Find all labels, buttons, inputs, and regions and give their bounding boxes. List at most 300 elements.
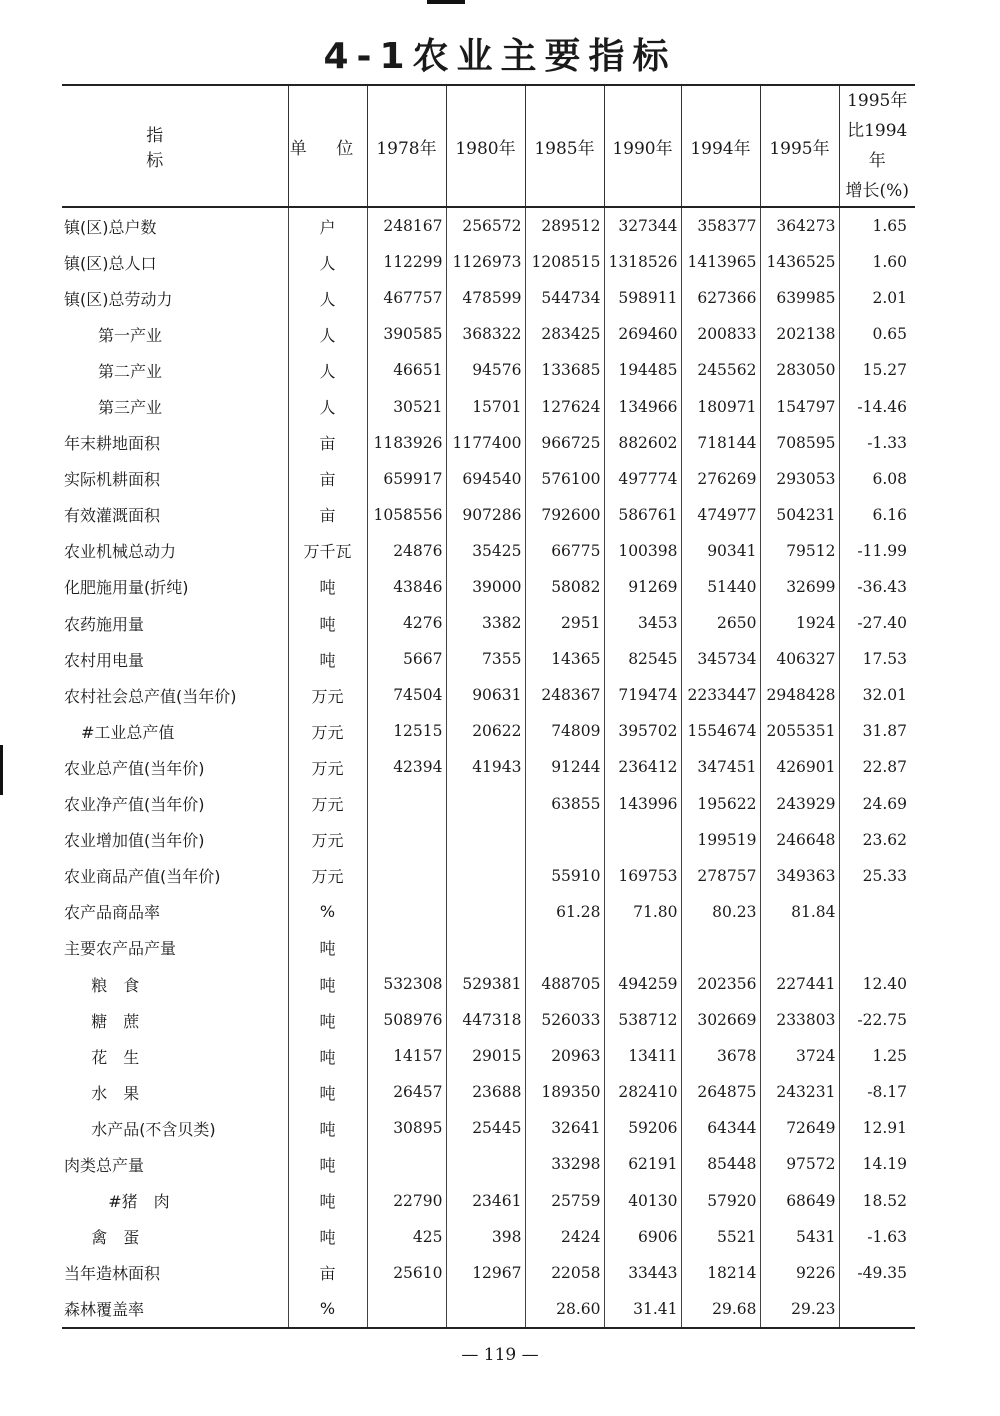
value-cell: 289512 — [525, 207, 604, 244]
table-row — [62, 641, 915, 677]
indicator-unit: 吨 — [288, 1219, 367, 1255]
value-cell: 264875 — [681, 1074, 760, 1110]
change-cell — [839, 930, 915, 966]
value-cell: 269460 — [604, 316, 681, 352]
value-cell: 26457 — [367, 1074, 446, 1110]
value-cell: 7355 — [446, 641, 525, 677]
value-cell: 504231 — [760, 497, 839, 533]
indicator-unit: 亩 — [288, 497, 367, 533]
change-cell: -8.17 — [839, 1074, 915, 1110]
indicator-unit: 吨 — [288, 1002, 367, 1038]
header-unit — [288, 85, 367, 207]
value-cell: 1318526 — [604, 244, 681, 280]
indicator-name: 糖 蔗 — [91, 1011, 140, 1031]
indicator-name: 农业增加值(当年价) — [64, 831, 205, 851]
value-cell — [367, 930, 446, 966]
value-cell: 639985 — [760, 280, 839, 316]
value-cell: 22058 — [525, 1255, 604, 1291]
table-row — [62, 858, 915, 894]
value-cell: 2424 — [525, 1219, 604, 1255]
value-cell: 966725 — [525, 425, 604, 461]
value-cell: 154797 — [760, 388, 839, 424]
indicator-name: #猪 肉 — [108, 1192, 170, 1212]
header-indicator — [62, 85, 318, 207]
indicator-unit: 吨 — [288, 966, 367, 1002]
value-cell: 199519 — [681, 822, 760, 858]
value-cell: 85448 — [681, 1146, 760, 1182]
value-cell: 398 — [446, 1219, 525, 1255]
value-cell: 29.68 — [681, 1291, 760, 1328]
value-cell: 497774 — [604, 461, 681, 497]
value-cell — [367, 1146, 446, 1182]
table-row — [62, 461, 915, 497]
value-cell: 5667 — [367, 641, 446, 677]
value-cell: 243929 — [760, 786, 839, 822]
indicator-unit: 吨 — [288, 1038, 367, 1074]
table-row — [62, 677, 915, 713]
indicator-unit: % — [288, 1291, 367, 1328]
value-cell: 40130 — [604, 1183, 681, 1219]
value-cell: 127624 — [525, 388, 604, 424]
change-cell: 1.65 — [839, 207, 915, 244]
value-cell: 200833 — [681, 316, 760, 352]
change-cell: 25.33 — [839, 858, 915, 894]
value-cell: 345734 — [681, 641, 760, 677]
table-row — [62, 533, 915, 569]
value-cell: 233803 — [760, 1002, 839, 1038]
table-row — [62, 713, 915, 749]
indicator-unit: 万元 — [288, 749, 367, 785]
value-cell: 2650 — [681, 605, 760, 641]
value-cell — [367, 786, 446, 822]
header-year-1994: 1994年 — [681, 85, 760, 207]
indicator-name: 实际机耕面积 — [64, 470, 161, 490]
value-cell: 15701 — [446, 388, 525, 424]
value-cell: 68649 — [760, 1183, 839, 1219]
value-cell: 13411 — [604, 1038, 681, 1074]
indicator-name: 有效灌溉面积 — [64, 506, 161, 526]
value-cell: 100398 — [604, 533, 681, 569]
change-cell: -49.35 — [839, 1255, 915, 1291]
value-cell: 9226 — [760, 1255, 839, 1291]
table-row — [62, 352, 915, 388]
value-cell: 467757 — [367, 280, 446, 316]
change-cell: -36.43 — [839, 569, 915, 605]
table-row — [62, 1074, 915, 1110]
value-cell: 20622 — [446, 713, 525, 749]
value-cell: 134966 — [604, 388, 681, 424]
change-cell: -27.40 — [839, 605, 915, 641]
change-cell: -11.99 — [839, 533, 915, 569]
value-cell: 59206 — [604, 1110, 681, 1146]
value-cell: 61.28 — [525, 894, 604, 930]
indicator-unit: 人 — [288, 388, 367, 424]
value-cell: 97572 — [760, 1146, 839, 1182]
value-cell: 278757 — [681, 858, 760, 894]
value-cell: 91244 — [525, 749, 604, 785]
indicator-name: 禽 蛋 — [91, 1228, 140, 1248]
indicator-name: 当年造林面积 — [64, 1264, 161, 1284]
value-cell: 33443 — [604, 1255, 681, 1291]
value-cell: 31.41 — [604, 1291, 681, 1328]
value-cell: 189350 — [525, 1074, 604, 1110]
value-cell: 23688 — [446, 1074, 525, 1110]
header-year-1985: 1985年 — [525, 85, 604, 207]
value-cell — [525, 930, 604, 966]
value-cell: 29.23 — [760, 1291, 839, 1328]
change-cell: -22.75 — [839, 1002, 915, 1038]
value-cell: 14157 — [367, 1038, 446, 1074]
value-cell: 248367 — [525, 677, 604, 713]
value-cell: 32641 — [525, 1110, 604, 1146]
change-cell: 2.01 — [839, 280, 915, 316]
value-cell: 349363 — [760, 858, 839, 894]
agriculture-indicator-table — [62, 84, 915, 1329]
indicator-name: 农业机械总动力 — [64, 542, 177, 562]
value-cell: 28.60 — [525, 1291, 604, 1328]
value-cell: 82545 — [604, 641, 681, 677]
value-cell: 71.80 — [604, 894, 681, 930]
table-row — [62, 1255, 915, 1291]
change-cell: 15.27 — [839, 352, 915, 388]
value-cell: 5431 — [760, 1219, 839, 1255]
change-cell: 6.16 — [839, 497, 915, 533]
value-cell: 488705 — [525, 966, 604, 1002]
table-row — [62, 425, 915, 461]
indicator-unit: 人 — [288, 352, 367, 388]
value-cell: 302669 — [681, 1002, 760, 1038]
value-cell: 243231 — [760, 1074, 839, 1110]
value-cell: 347451 — [681, 749, 760, 785]
indicator-unit: 吨 — [288, 1110, 367, 1146]
value-cell: 42394 — [367, 749, 446, 785]
value-cell — [760, 930, 839, 966]
indicator-name: 年末耕地面积 — [64, 434, 161, 454]
value-cell: 195622 — [681, 786, 760, 822]
value-cell: 2948428 — [760, 677, 839, 713]
indicator-unit: 吨 — [288, 569, 367, 605]
value-cell — [367, 858, 446, 894]
indicator-name: 农药施用量 — [64, 614, 145, 634]
value-cell — [446, 786, 525, 822]
value-cell: 627366 — [681, 280, 760, 316]
table-row — [62, 316, 915, 352]
value-cell: 1554674 — [681, 713, 760, 749]
value-cell: 426901 — [760, 749, 839, 785]
table-row — [62, 1183, 915, 1219]
table-row — [62, 894, 915, 930]
indicator-unit: 人 — [288, 316, 367, 352]
header-unit-label: 单 位 — [289, 138, 366, 159]
value-cell: 43846 — [367, 569, 446, 605]
value-cell: 64344 — [681, 1110, 760, 1146]
indicator-unit: 亩 — [288, 425, 367, 461]
indicator-name: 水产品(不含贝类) — [91, 1119, 216, 1139]
value-cell: 390585 — [367, 316, 446, 352]
value-cell: 526033 — [525, 1002, 604, 1038]
indicator-unit: 吨 — [288, 605, 367, 641]
indicator-name: 农产品商品率 — [64, 903, 161, 923]
value-cell: 63855 — [525, 786, 604, 822]
value-cell: 425 — [367, 1219, 446, 1255]
value-cell: 694540 — [446, 461, 525, 497]
value-cell: 447318 — [446, 1002, 525, 1038]
value-cell: 882602 — [604, 425, 681, 461]
value-cell: 202356 — [681, 966, 760, 1002]
indicator-unit: 万元 — [288, 822, 367, 858]
value-cell: 2055351 — [760, 713, 839, 749]
value-cell — [367, 822, 446, 858]
value-cell: 1413965 — [681, 244, 760, 280]
value-cell: 246648 — [760, 822, 839, 858]
value-cell: 12515 — [367, 713, 446, 749]
indicator-unit: 吨 — [288, 1146, 367, 1182]
table-row — [62, 1110, 915, 1146]
value-cell: 598911 — [604, 280, 681, 316]
indicator-name: #工业总产值 — [81, 722, 175, 742]
change-cell: 18.52 — [839, 1183, 915, 1219]
table-row — [62, 605, 915, 641]
indicator-unit: 人 — [288, 244, 367, 280]
change-cell: 12.91 — [839, 1110, 915, 1146]
change-cell: -14.46 — [839, 388, 915, 424]
value-cell: 18214 — [681, 1255, 760, 1291]
value-cell: 508976 — [367, 1002, 446, 1038]
indicator-name: 花 生 — [91, 1047, 140, 1067]
value-cell: 494259 — [604, 966, 681, 1002]
value-cell: 57920 — [681, 1183, 760, 1219]
indicator-unit: 户 — [288, 207, 367, 244]
change-cell — [839, 1291, 915, 1328]
indicator-name: 森林覆盖率 — [62, 1291, 288, 1328]
indicator-unit: 人 — [288, 280, 367, 316]
value-cell — [446, 894, 525, 930]
value-cell: 80.23 — [681, 894, 760, 930]
value-cell: 3382 — [446, 605, 525, 641]
indicator-name: 农业商品产值(当年价) — [64, 867, 221, 887]
value-cell: 25445 — [446, 1110, 525, 1146]
value-cell: 72649 — [760, 1110, 839, 1146]
value-cell: 202138 — [760, 316, 839, 352]
value-cell: 25610 — [367, 1255, 446, 1291]
table-row — [62, 1038, 915, 1074]
page-number: — 119 — — [461, 1345, 539, 1365]
value-cell: 58082 — [525, 569, 604, 605]
indicator-name: 主要农产品产量 — [64, 939, 177, 959]
value-cell — [446, 1291, 525, 1328]
change-cell: 12.40 — [839, 966, 915, 1002]
indicator-name: 水 果 — [91, 1083, 140, 1103]
table-row — [62, 822, 915, 858]
indicator-name: 镇(区)总劳动力 — [64, 289, 173, 309]
value-cell: 227441 — [760, 966, 839, 1002]
header-row — [62, 85, 915, 207]
change-cell: 31.87 — [839, 713, 915, 749]
value-cell — [367, 894, 446, 930]
value-cell: 30521 — [367, 388, 446, 424]
value-cell: 3724 — [760, 1038, 839, 1074]
table-row — [62, 244, 915, 280]
table-row — [62, 280, 915, 316]
value-cell: 256572 — [446, 207, 525, 244]
left-edge-mark — [0, 745, 3, 795]
value-cell: 327344 — [604, 207, 681, 244]
change-cell: 17.53 — [839, 641, 915, 677]
table-row — [62, 207, 915, 244]
value-cell: 576100 — [525, 461, 604, 497]
indicator-unit: 吨 — [288, 930, 367, 966]
indicator-unit: 万千瓦 — [288, 533, 367, 569]
value-cell: 133685 — [525, 352, 604, 388]
table-row — [62, 1291, 915, 1328]
value-cell: 282410 — [604, 1074, 681, 1110]
value-cell — [446, 858, 525, 894]
value-cell: 1436525 — [760, 244, 839, 280]
value-cell: 1208515 — [525, 244, 604, 280]
value-cell: 1058556 — [367, 497, 446, 533]
value-cell: 74809 — [525, 713, 604, 749]
table-row — [62, 966, 915, 1002]
value-cell: 35425 — [446, 533, 525, 569]
value-cell: 529381 — [446, 966, 525, 1002]
change-cell: -1.33 — [839, 425, 915, 461]
change-cell — [839, 894, 915, 930]
table-body — [62, 207, 915, 1328]
value-cell: 1177400 — [446, 425, 525, 461]
value-cell: 364273 — [760, 207, 839, 244]
indicator-unit: % — [288, 894, 367, 930]
value-cell: 395702 — [604, 713, 681, 749]
value-cell — [446, 930, 525, 966]
indicator-name: 肉类总产量 — [64, 1155, 145, 1175]
value-cell: 6906 — [604, 1219, 681, 1255]
value-cell: 66775 — [525, 533, 604, 569]
indicator-name: 农业总产值(当年价) — [64, 758, 205, 778]
value-cell: 143996 — [604, 786, 681, 822]
indicator-name: 农业净产值(当年价) — [64, 795, 205, 815]
change-cell: 0.65 — [839, 316, 915, 352]
value-cell — [446, 822, 525, 858]
value-cell: 283050 — [760, 352, 839, 388]
value-cell: 90631 — [446, 677, 525, 713]
indicator-name: 化肥施用量(折纯) — [64, 578, 189, 598]
value-cell: 1183926 — [367, 425, 446, 461]
indicator-unit: 亩 — [288, 461, 367, 497]
value-cell: 2233447 — [681, 677, 760, 713]
value-cell: 358377 — [681, 207, 760, 244]
change-cell: 1.60 — [839, 244, 915, 280]
value-cell: 169753 — [604, 858, 681, 894]
table-row — [62, 497, 915, 533]
value-cell: 46651 — [367, 352, 446, 388]
value-cell: 248167 — [367, 207, 446, 244]
value-cell: 586761 — [604, 497, 681, 533]
value-cell: 2951 — [525, 605, 604, 641]
value-cell: 79512 — [760, 533, 839, 569]
table-row — [62, 569, 915, 605]
indicator-name: 第二产业 — [98, 361, 163, 381]
header-change-line3: 增长(%) — [845, 181, 909, 201]
value-cell — [681, 930, 760, 966]
header-change-line1: 1995年 — [847, 91, 908, 111]
value-cell: 3678 — [681, 1038, 760, 1074]
table-row — [62, 786, 915, 822]
value-cell: 907286 — [446, 497, 525, 533]
table-row — [62, 749, 915, 785]
header-change-line2: 比1994年 — [847, 121, 908, 171]
value-cell: 180971 — [681, 388, 760, 424]
indicator-name: 镇(区)总户数 — [64, 217, 157, 237]
value-cell: 91269 — [604, 569, 681, 605]
value-cell — [525, 822, 604, 858]
value-cell: 12967 — [446, 1255, 525, 1291]
value-cell: 245562 — [681, 352, 760, 388]
table-row — [62, 1146, 915, 1182]
value-cell: 478599 — [446, 280, 525, 316]
value-cell: 51440 — [681, 569, 760, 605]
indicator-unit: 万元 — [288, 786, 367, 822]
value-cell: 792600 — [525, 497, 604, 533]
table-row — [62, 1219, 915, 1255]
indicator-unit: 万元 — [288, 858, 367, 894]
indicator-table-container — [62, 84, 915, 1329]
top-edge-mark — [427, 0, 465, 4]
indicator-unit: 万元 — [288, 677, 367, 713]
value-cell: 25759 — [525, 1183, 604, 1219]
value-cell: 708595 — [760, 425, 839, 461]
indicator-name: 粮 食 — [91, 975, 140, 995]
value-cell — [367, 1291, 446, 1328]
table-row — [62, 930, 915, 966]
value-cell: 236412 — [604, 749, 681, 785]
value-cell: 544734 — [525, 280, 604, 316]
table-row — [62, 1002, 915, 1038]
header-year-1980: 1980年 — [446, 85, 525, 207]
indicator-name: 第三产业 — [98, 398, 163, 418]
value-cell: 406327 — [760, 641, 839, 677]
change-cell: 1.25 — [839, 1038, 915, 1074]
header-year-1978: 1978年 — [367, 85, 446, 207]
value-cell: 74504 — [367, 677, 446, 713]
value-cell: 14365 — [525, 641, 604, 677]
value-cell: 24876 — [367, 533, 446, 569]
value-cell: 276269 — [681, 461, 760, 497]
value-cell: 3453 — [604, 605, 681, 641]
change-cell: 24.69 — [839, 786, 915, 822]
value-cell: 41943 — [446, 749, 525, 785]
value-cell: 90341 — [681, 533, 760, 569]
indicator-unit: 吨 — [288, 1183, 367, 1219]
value-cell: 1924 — [760, 605, 839, 641]
header-indicator-label: 指 标 — [146, 126, 318, 171]
value-cell: 29015 — [446, 1038, 525, 1074]
value-cell — [446, 1146, 525, 1182]
indicator-name: 第一产业 — [98, 325, 163, 345]
header-year-1995: 1995年 — [760, 85, 839, 207]
header-year-1990: 1990年 — [604, 85, 681, 207]
value-cell: 293053 — [760, 461, 839, 497]
value-cell: 112299 — [367, 244, 446, 280]
value-cell: 368322 — [446, 316, 525, 352]
change-cell: -1.63 — [839, 1219, 915, 1255]
value-cell: 32699 — [760, 569, 839, 605]
indicator-unit: 亩 — [288, 1255, 367, 1291]
value-cell: 4276 — [367, 605, 446, 641]
value-cell — [604, 822, 681, 858]
value-cell: 1126973 — [446, 244, 525, 280]
indicator-unit: 吨 — [288, 1074, 367, 1110]
value-cell: 30895 — [367, 1110, 446, 1146]
